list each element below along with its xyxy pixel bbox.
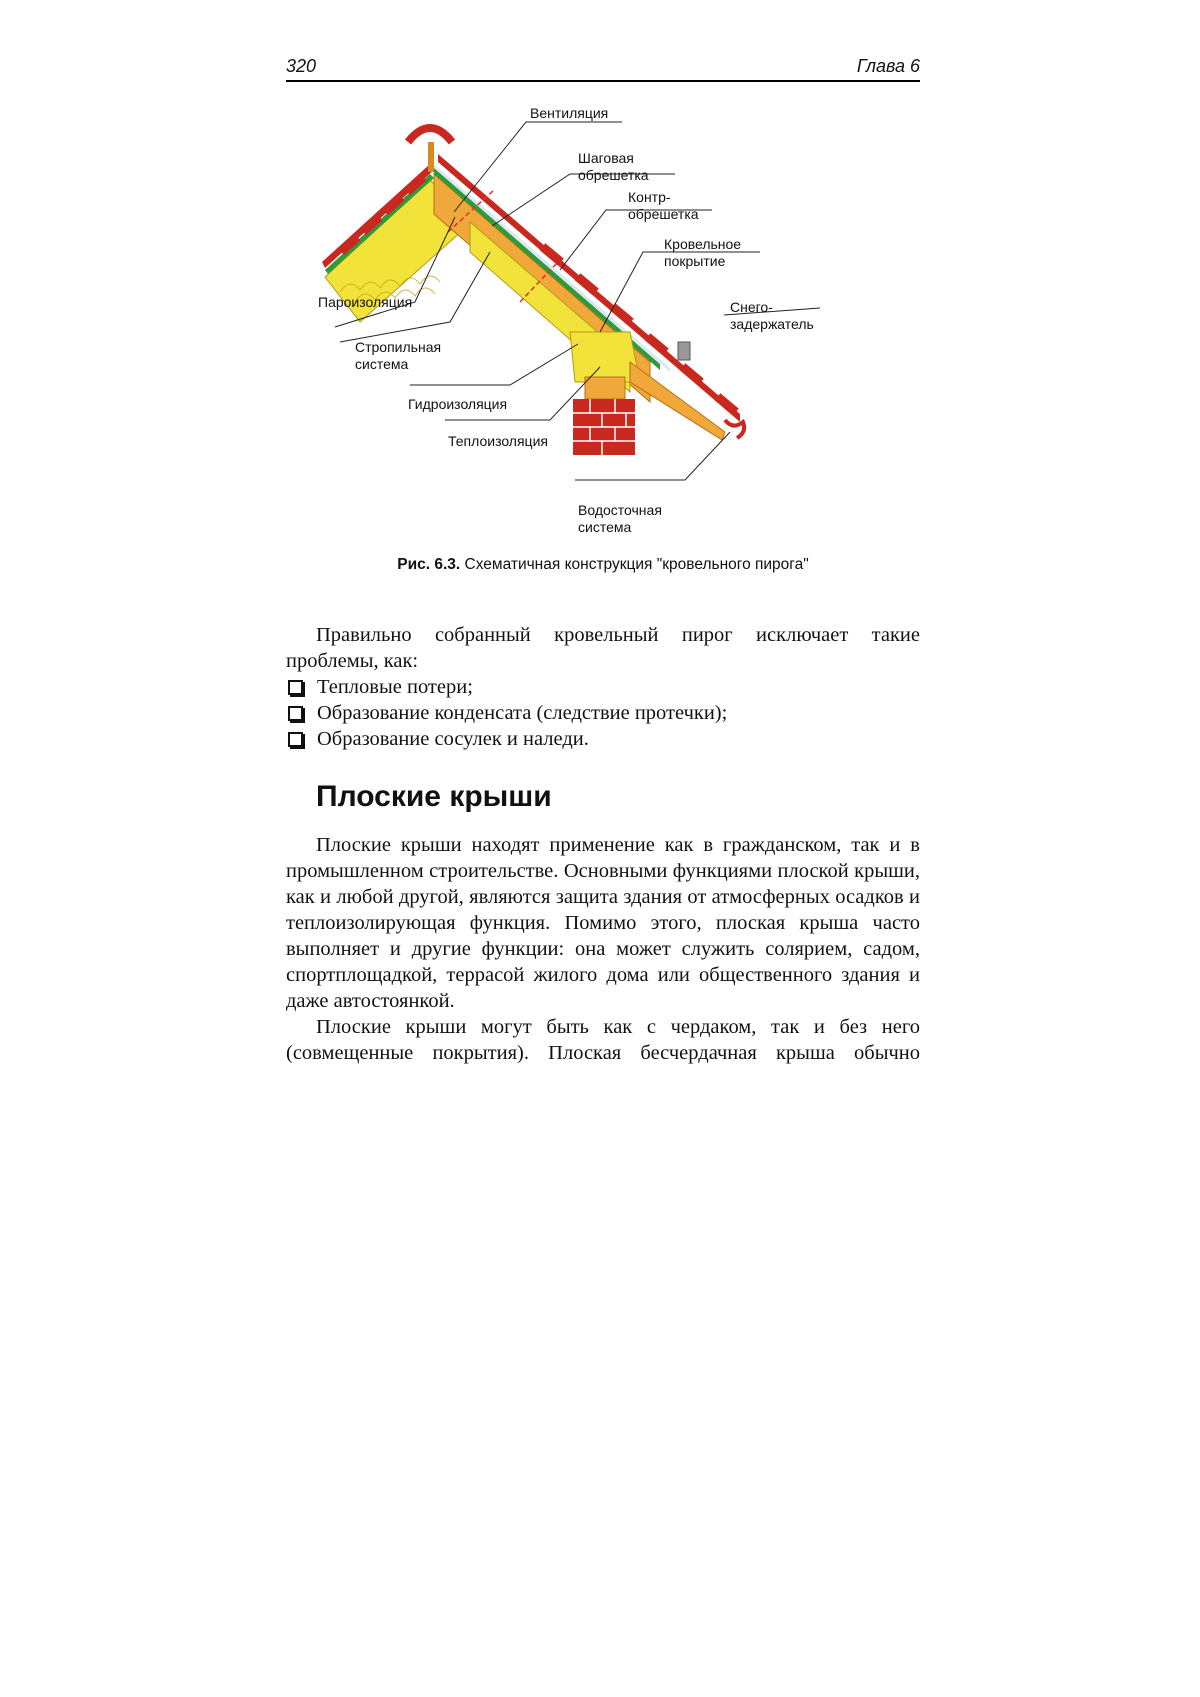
problem-list — [286, 674, 920, 752]
figure-caption — [286, 556, 920, 574]
label-drain-2: система — [578, 519, 632, 535]
eave-board — [630, 362, 725, 440]
checkbox-bullet-icon — [288, 680, 303, 695]
label-battens-1: Шаговая — [578, 150, 634, 166]
chapter-title: Глава 6 — [856, 56, 920, 76]
intro-paragraph: Правильно собранный кровельный пирог исключает такие проблемы, как: — [286, 624, 920, 672]
label-battens-2: обрешетка — [578, 167, 649, 183]
checkbox-bullet-icon — [288, 732, 303, 747]
label-waterproof: Гидроизоляция — [408, 396, 508, 412]
body-paragraph-2: Плоские крыши могут быть как с чердаком, так и без него (совмещенные покрытия). Плоская бесчердачная крыша обычно — [286, 1016, 920, 1064]
list-item-text: Тепловые потери; — [317, 676, 473, 698]
wall-plate — [585, 377, 625, 399]
label-roofing-2: покрытие — [664, 253, 726, 269]
figure-caption-text: Схематичная конструкция "кровельного пирога" — [460, 556, 809, 573]
label-thermal: Теплоизоляция — [448, 433, 548, 449]
snow-guard — [678, 342, 690, 360]
figure-caption-number: Рис. 6.3. — [397, 556, 461, 573]
body-paragraph-1: Плоские крыши находят применение как в гражданском, так и в промышленном строительстве. Основными функциями плоской крыши, как и любой другой, являются защита здания от атмосферных осадков и теплоизолирующая функция. Помимо этого, плоская крыша часто выполняет и другие функции: она может служить солярием, садом, спортплощадкой, террасой жилого дома или общественного здания и даже автостоянкой. — [286, 834, 920, 1012]
checkbox-bullet-icon — [288, 706, 303, 721]
list-item — [286, 674, 920, 700]
list-item — [286, 726, 920, 752]
roof-diagram — [318, 102, 910, 552]
list-item-text: Образование конденсата (следствие протечки); — [317, 702, 728, 724]
label-snow-2: задержатель — [730, 316, 814, 332]
ridge-cap — [408, 128, 452, 142]
gutter — [725, 420, 744, 438]
label-roofing-1: Кровельное — [664, 236, 742, 252]
list-item — [286, 700, 920, 726]
label-snow-1: Снего- — [730, 299, 773, 315]
label-counter-1: Контр- — [628, 189, 671, 205]
page-number: 320 — [286, 56, 317, 76]
label-drain-1: Водосточная — [578, 502, 662, 518]
label-vapor: Пароизоляция — [318, 294, 413, 310]
list-item-text: Образование сосулек и наледи. — [317, 728, 589, 750]
brick-wall — [573, 399, 635, 455]
label-rafter-1: Стропильная — [355, 339, 442, 355]
label-rafter-2: система — [355, 356, 409, 372]
running-header — [286, 54, 920, 82]
label-ventilation: Вентиляция — [530, 105, 609, 121]
ridge-board — [428, 142, 434, 172]
section-title: Плоские крыши — [316, 780, 552, 813]
label-counter-2: обрешетка — [628, 206, 699, 222]
